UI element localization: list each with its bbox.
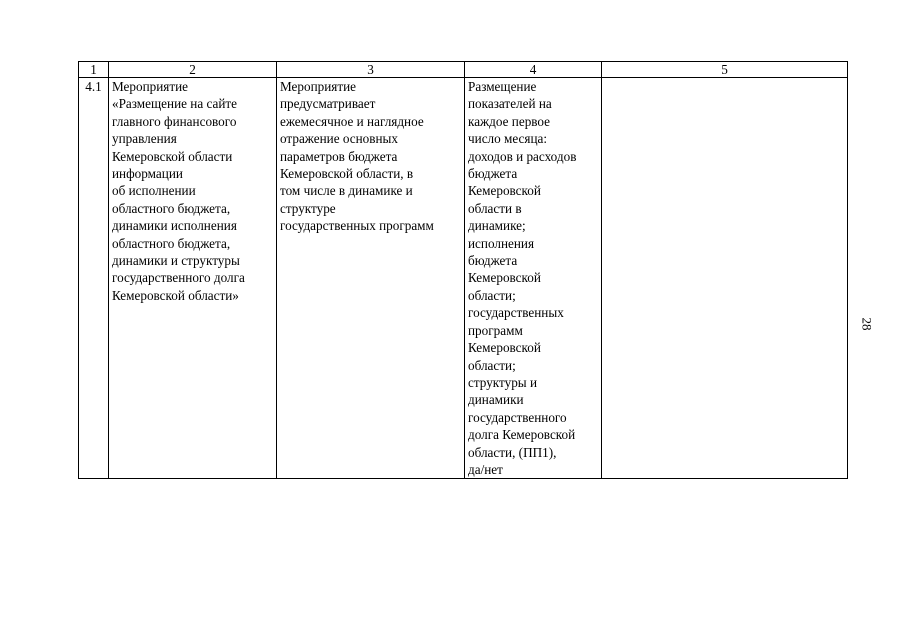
header-cell-1: 1 [79, 62, 109, 78]
cell-text-line: исполнения [468, 235, 535, 251]
cell-text-line: Размещение [468, 79, 537, 94]
cell-text-line: государственного [468, 409, 567, 425]
cell-text-line: государственных программ [280, 218, 434, 234]
header-cell-4: 4 [465, 62, 602, 78]
row-number-cell: 4.1 [79, 78, 109, 479]
cell-text-line: параметров бюджета [280, 148, 398, 164]
event-description-cell [277, 78, 465, 479]
cell-text-line: отражение основных [280, 131, 399, 147]
cell-text-line: информации [112, 166, 183, 182]
event-name-cell [109, 78, 277, 479]
cell-text-line: Мероприятие [112, 79, 189, 94]
cell-text-line: ежемесячное и наглядное [280, 113, 424, 129]
cell-text-line: Кемеровской [468, 183, 541, 199]
header-cell-3: 3 [277, 62, 465, 78]
cell-text-line: динамики исполнения [112, 218, 237, 234]
cell-text-line: области, (ПП1), [468, 444, 557, 460]
cell-text-line: динамике; [468, 218, 526, 234]
cell-text-line: долга Кемеровской [468, 427, 576, 443]
cell-text-line: показателей на [468, 96, 552, 112]
cell-text-line: каждое первое [468, 113, 551, 129]
cell-text-line: динамики [468, 392, 524, 408]
header-cell-2: 2 [109, 62, 277, 78]
cell-text-line: Кемеровской области [112, 148, 233, 164]
cell-text-line: областного бюджета, [112, 200, 231, 216]
cell-text-line: программ [468, 322, 523, 338]
page-number: 28 [859, 317, 875, 331]
cell-text-line: Мероприятие [280, 79, 357, 94]
cell-text-line: предусматривает [280, 96, 376, 112]
cell-text-line: областного бюджета, [112, 235, 231, 251]
cell-text-line: области; [468, 357, 516, 373]
cell-text-line: области в [468, 200, 522, 216]
cell-text-line: Кемеровской области» [112, 287, 239, 303]
cell-text-line: доходов и расходов [468, 148, 577, 164]
indicator-cell [465, 78, 602, 479]
cell-text-line: области; [468, 287, 516, 303]
table-header-row [79, 62, 848, 78]
cell-text-line: да/нет [468, 461, 503, 477]
header-cell-5: 5 [602, 62, 848, 78]
cell-text-line: государственных [468, 305, 564, 321]
column-5-cell [602, 78, 848, 479]
table-row [79, 78, 848, 479]
cell-text-line: Кемеровской [468, 270, 541, 286]
cell-text-line: об исполнении [112, 183, 196, 199]
cell-text-line: бюджета [468, 166, 518, 182]
cell-text-line: число месяца: [468, 131, 548, 147]
cell-text-line: том числе в динамике и [280, 183, 413, 199]
cell-text-line: главного финансового [112, 113, 237, 129]
cell-text-line: структуры и [468, 374, 538, 390]
cell-text-line: Кемеровской [468, 340, 541, 356]
cell-text-line: динамики и структуры [112, 253, 240, 269]
cell-text-line: Кемеровской области, в [280, 166, 414, 182]
measures-table [78, 61, 848, 479]
cell-text-line: «Размещение на сайте [112, 96, 238, 112]
cell-text-line: бюджета [468, 253, 518, 269]
cell-text-line: государственного долга [112, 270, 245, 286]
cell-text-line: структуре [280, 200, 336, 216]
cell-text-line: управления [112, 131, 177, 147]
